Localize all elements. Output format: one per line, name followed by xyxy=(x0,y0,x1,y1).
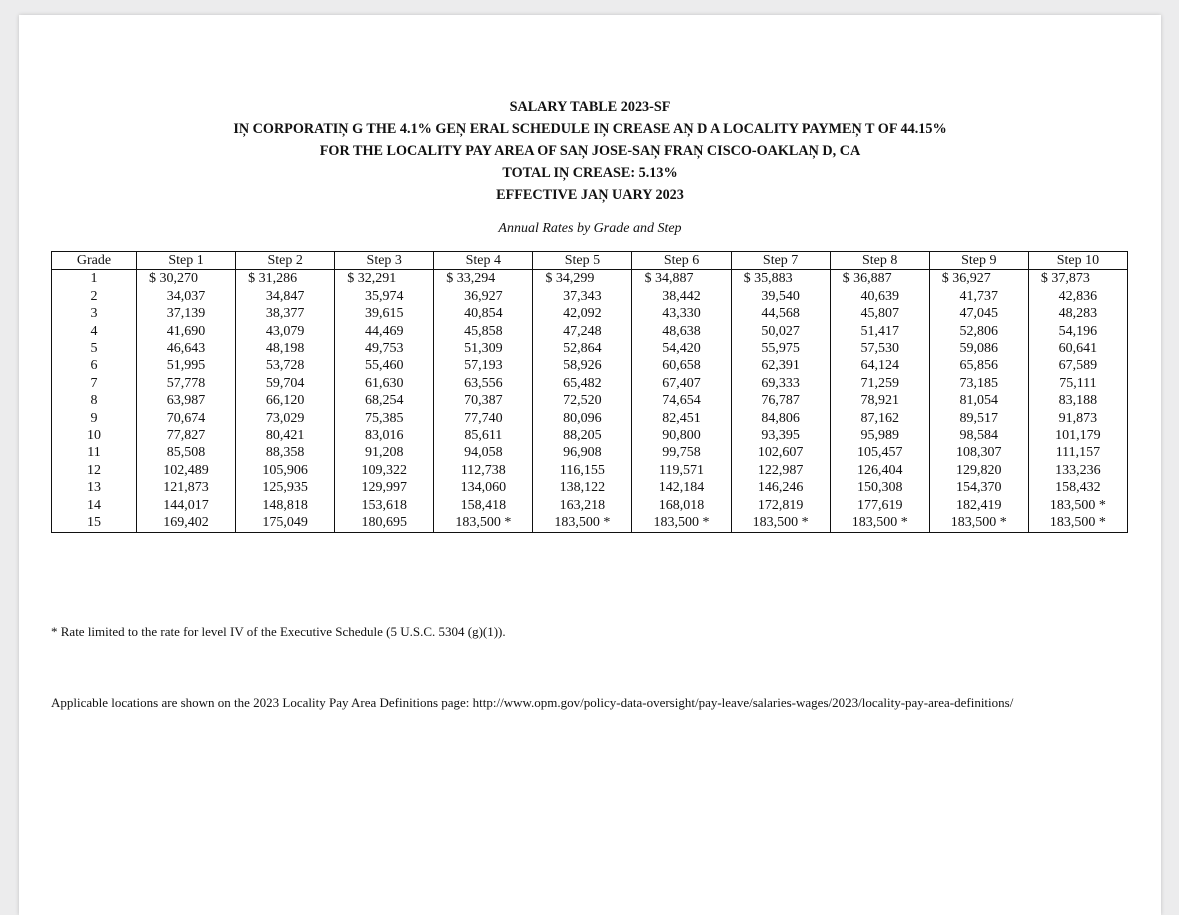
salary-cell: 62,391 xyxy=(731,357,830,374)
table-row xyxy=(52,357,1128,374)
salary-cell: 85,611 xyxy=(434,427,533,444)
salary-cell: 126,404 xyxy=(830,462,929,479)
grade-cell: 12 xyxy=(52,462,137,479)
salary-cell: 53,728 xyxy=(236,357,335,374)
salary-cell: 40,854 xyxy=(434,305,533,322)
salary-cell: 63,556 xyxy=(434,375,533,392)
grade-cell: 10 xyxy=(52,427,137,444)
salary-table xyxy=(51,251,1128,533)
grade-cell: 9 xyxy=(52,410,137,427)
salary-cell: 116,155 xyxy=(533,462,632,479)
salary-cell: 119,571 xyxy=(632,462,731,479)
table-row xyxy=(52,288,1128,305)
salary-cell: 75,385 xyxy=(335,410,434,427)
salary-cell: 58,926 xyxy=(533,357,632,374)
grade-cell: 15 xyxy=(52,514,137,532)
salary-cell: 177,619 xyxy=(830,497,929,514)
salary-cell: 182,419 xyxy=(929,497,1028,514)
salary-cell: $ 31,286 xyxy=(236,270,335,288)
salary-cell: 39,540 xyxy=(731,288,830,305)
salary-cell: 83,188 xyxy=(1028,392,1127,409)
salary-cell: $ 35,883 xyxy=(731,270,830,288)
salary-cell: 94,058 xyxy=(434,444,533,461)
salary-cell: 111,157 xyxy=(1028,444,1127,461)
salary-cell: 43,079 xyxy=(236,323,335,340)
salary-cell: 121,873 xyxy=(137,479,236,496)
salary-cell: 183,500 * xyxy=(929,514,1028,532)
table-row xyxy=(52,479,1128,496)
salary-cell: 84,806 xyxy=(731,410,830,427)
salary-table-body xyxy=(52,270,1128,532)
salary-cell: 75,111 xyxy=(1028,375,1127,392)
header-step-9: Step 9 xyxy=(929,252,1028,270)
salary-cell: 59,704 xyxy=(236,375,335,392)
salary-cell: 59,086 xyxy=(929,340,1028,357)
salary-cell: 96,908 xyxy=(533,444,632,461)
salary-cell: 55,460 xyxy=(335,357,434,374)
salary-cell: 37,139 xyxy=(137,305,236,322)
table-subtitle: Annual Rates by Grade and Step xyxy=(498,221,682,236)
salary-cell: 80,096 xyxy=(533,410,632,427)
salary-cell: 51,417 xyxy=(830,323,929,340)
salary-cell: 146,246 xyxy=(731,479,830,496)
salary-cell: 105,457 xyxy=(830,444,929,461)
salary-cell: 46,643 xyxy=(137,340,236,357)
salary-cell: 60,641 xyxy=(1028,340,1127,357)
salary-cell: 80,421 xyxy=(236,427,335,444)
table-row xyxy=(52,462,1128,479)
grade-cell: 2 xyxy=(52,288,137,305)
title-line: TOTAL IŅ CREASE: 5.13% xyxy=(502,165,678,181)
salary-cell: 98,584 xyxy=(929,427,1028,444)
salary-cell: 172,819 xyxy=(731,497,830,514)
salary-cell: 105,906 xyxy=(236,462,335,479)
salary-cell: 74,654 xyxy=(632,392,731,409)
salary-cell: 122,987 xyxy=(731,462,830,479)
salary-cell: 67,589 xyxy=(1028,357,1127,374)
salary-cell: 88,205 xyxy=(533,427,632,444)
salary-cell: 169,402 xyxy=(137,514,236,532)
table-row xyxy=(52,270,1128,288)
header-step-2: Step 2 xyxy=(236,252,335,270)
salary-cell: 102,607 xyxy=(731,444,830,461)
salary-cell: 52,806 xyxy=(929,323,1028,340)
salary-cell: 82,451 xyxy=(632,410,731,427)
salary-cell: 54,420 xyxy=(632,340,731,357)
salary-cell: 109,322 xyxy=(335,462,434,479)
salary-cell: 183,500 * xyxy=(731,514,830,532)
salary-cell: 43,330 xyxy=(632,305,731,322)
salary-cell: 150,308 xyxy=(830,479,929,496)
salary-cell: 175,049 xyxy=(236,514,335,532)
salary-cell: 42,092 xyxy=(533,305,632,322)
grade-cell: 13 xyxy=(52,479,137,496)
salary-cell: 35,974 xyxy=(335,288,434,305)
grade-cell: 4 xyxy=(52,323,137,340)
salary-cell: 41,690 xyxy=(137,323,236,340)
salary-cell: 158,432 xyxy=(1028,479,1127,496)
salary-cell: 61,630 xyxy=(335,375,434,392)
salary-cell: 42,836 xyxy=(1028,288,1127,305)
salary-cell: 142,184 xyxy=(632,479,731,496)
salary-cell: $ 32,291 xyxy=(335,270,434,288)
header-row xyxy=(52,252,1128,270)
header-step-8: Step 8 xyxy=(830,252,929,270)
salary-cell: 65,856 xyxy=(929,357,1028,374)
salary-cell: 51,309 xyxy=(434,340,533,357)
salary-cell: 168,018 xyxy=(632,497,731,514)
salary-cell: 66,120 xyxy=(236,392,335,409)
salary-cell: 183,500 * xyxy=(1028,514,1127,532)
header-step-5: Step 5 xyxy=(533,252,632,270)
salary-cell: 68,254 xyxy=(335,392,434,409)
salary-cell: 70,674 xyxy=(137,410,236,427)
salary-cell: 77,827 xyxy=(137,427,236,444)
salary-cell: 101,179 xyxy=(1028,427,1127,444)
salary-cell: $ 34,887 xyxy=(632,270,731,288)
salary-cell: 153,618 xyxy=(335,497,434,514)
salary-cell: 70,387 xyxy=(434,392,533,409)
salary-cell: 50,027 xyxy=(731,323,830,340)
header-step-4: Step 4 xyxy=(434,252,533,270)
table-row xyxy=(52,444,1128,461)
salary-cell: 51,995 xyxy=(137,357,236,374)
header-step-7: Step 7 xyxy=(731,252,830,270)
salary-cell: 91,873 xyxy=(1028,410,1127,427)
salary-cell: 69,333 xyxy=(731,375,830,392)
salary-cell: 77,740 xyxy=(434,410,533,427)
salary-cell: 93,395 xyxy=(731,427,830,444)
title-line: SALARY TABLE 2023-SF xyxy=(509,99,671,115)
salary-cell: 41,737 xyxy=(929,288,1028,305)
salary-cell: 44,568 xyxy=(731,305,830,322)
salary-cell: 47,248 xyxy=(533,323,632,340)
salary-cell: 91,208 xyxy=(335,444,434,461)
salary-cell: 48,283 xyxy=(1028,305,1127,322)
table-row xyxy=(52,427,1128,444)
salary-cell: $ 36,927 xyxy=(929,270,1028,288)
salary-cell: 34,037 xyxy=(137,288,236,305)
salary-cell: 148,818 xyxy=(236,497,335,514)
salary-cell: 81,054 xyxy=(929,392,1028,409)
salary-cell: 47,045 xyxy=(929,305,1028,322)
salary-cell: 71,259 xyxy=(830,375,929,392)
salary-cell: 73,029 xyxy=(236,410,335,427)
salary-cell: 138,122 xyxy=(533,479,632,496)
table-row xyxy=(52,514,1128,532)
table-row xyxy=(52,375,1128,392)
salary-cell: 48,638 xyxy=(632,323,731,340)
salary-cell: 45,807 xyxy=(830,305,929,322)
salary-cell: 60,658 xyxy=(632,357,731,374)
salary-cell: 57,193 xyxy=(434,357,533,374)
table-row xyxy=(52,323,1128,340)
salary-cell: $ 30,270 xyxy=(137,270,236,288)
salary-cell: 112,738 xyxy=(434,462,533,479)
grade-cell: 14 xyxy=(52,497,137,514)
salary-cell: $ 37,873 xyxy=(1028,270,1127,288)
salary-cell: 183,500 * xyxy=(434,514,533,532)
document-page xyxy=(19,15,1161,915)
salary-cell: 95,989 xyxy=(830,427,929,444)
salary-cell: 38,377 xyxy=(236,305,335,322)
table-row xyxy=(52,305,1128,322)
salary-cell: 85,508 xyxy=(137,444,236,461)
salary-cell: 90,800 xyxy=(632,427,731,444)
salary-cell: 37,343 xyxy=(533,288,632,305)
salary-cell: 133,236 xyxy=(1028,462,1127,479)
header-step-10: Step 10 xyxy=(1028,252,1127,270)
salary-cell: 129,820 xyxy=(929,462,1028,479)
salary-cell: 67,407 xyxy=(632,375,731,392)
salary-cell: 88,358 xyxy=(236,444,335,461)
salary-cell: 183,500 * xyxy=(533,514,632,532)
salary-cell: $ 34,299 xyxy=(533,270,632,288)
salary-cell: 39,615 xyxy=(335,305,434,322)
title-line: IŅ CORPORATIŅ G THE 4.1% GEŅ ERAL SCHEDULE IŅ CREASE AŅ D A LOCALITY PAYMEŅ T OF 44.15% xyxy=(233,121,947,137)
header-step-3: Step 3 xyxy=(335,252,434,270)
salary-cell: 34,847 xyxy=(236,288,335,305)
grade-cell: 7 xyxy=(52,375,137,392)
salary-cell: 44,469 xyxy=(335,323,434,340)
salary-cell: 45,858 xyxy=(434,323,533,340)
salary-cell: 52,864 xyxy=(533,340,632,357)
header-grade: Grade xyxy=(52,252,137,270)
rate-limit-footnote: * Rate limited to the rate for level IV of the Executive Schedule (5 U.S.C. 5304 (g)(1)). xyxy=(51,624,506,639)
table-row xyxy=(52,392,1128,409)
salary-cell: 63,987 xyxy=(137,392,236,409)
salary-cell: 134,060 xyxy=(434,479,533,496)
title-line: EFFECTIVE JAŅ UARY 2023 xyxy=(496,187,684,203)
grade-cell: 11 xyxy=(52,444,137,461)
salary-table-title xyxy=(19,96,1161,206)
salary-cell: 57,530 xyxy=(830,340,929,357)
salary-cell: 99,758 xyxy=(632,444,731,461)
table-row xyxy=(52,410,1128,427)
salary-cell: 65,482 xyxy=(533,375,632,392)
salary-cell: 89,517 xyxy=(929,410,1028,427)
salary-cell: 76,787 xyxy=(731,392,830,409)
salary-cell: 64,124 xyxy=(830,357,929,374)
salary-cell: 108,307 xyxy=(929,444,1028,461)
table-row xyxy=(52,497,1128,514)
salary-cell: 183,500 * xyxy=(830,514,929,532)
salary-cell: 72,520 xyxy=(533,392,632,409)
salary-cell: 49,753 xyxy=(335,340,434,357)
salary-cell: $ 36,887 xyxy=(830,270,929,288)
salary-cell: 102,489 xyxy=(137,462,236,479)
salary-cell: 78,921 xyxy=(830,392,929,409)
salary-cell: 55,975 xyxy=(731,340,830,357)
salary-cell: 48,198 xyxy=(236,340,335,357)
salary-cell: 183,500 * xyxy=(1028,497,1127,514)
salary-cell: 54,196 xyxy=(1028,323,1127,340)
salary-cell: 183,500 * xyxy=(632,514,731,532)
header-step-1: Step 1 xyxy=(137,252,236,270)
grade-cell: 1 xyxy=(52,270,137,288)
salary-cell: $ 33,294 xyxy=(434,270,533,288)
salary-cell: 125,935 xyxy=(236,479,335,496)
grade-cell: 8 xyxy=(52,392,137,409)
salary-cell: 83,016 xyxy=(335,427,434,444)
salary-cell: 73,185 xyxy=(929,375,1028,392)
locations-note: Applicable locations are shown on the 2023 Locality Pay Area Definitions page: http://www.opm.gov/policy-data-oversight/pay-leave/salaries-wages/2023/locality-pay-area-definitions/ xyxy=(51,695,1014,710)
salary-cell: 163,218 xyxy=(533,497,632,514)
salary-cell: 87,162 xyxy=(830,410,929,427)
table-row xyxy=(52,340,1128,357)
grade-cell: 3 xyxy=(52,305,137,322)
title-line: FOR THE LOCALITY PAY AREA OF SAŅ JOSE-SAŅ FRAŅ CISCO-OAKLAŅ D, CA xyxy=(319,143,861,159)
grade-cell: 5 xyxy=(52,340,137,357)
header-step-6: Step 6 xyxy=(632,252,731,270)
salary-cell: 144,017 xyxy=(137,497,236,514)
salary-cell: 154,370 xyxy=(929,479,1028,496)
salary-cell: 40,639 xyxy=(830,288,929,305)
salary-cell: 180,695 xyxy=(335,514,434,532)
salary-cell: 36,927 xyxy=(434,288,533,305)
grade-cell: 6 xyxy=(52,357,137,374)
salary-cell: 38,442 xyxy=(632,288,731,305)
salary-cell: 158,418 xyxy=(434,497,533,514)
salary-cell: 57,778 xyxy=(137,375,236,392)
salary-cell: 129,997 xyxy=(335,479,434,496)
